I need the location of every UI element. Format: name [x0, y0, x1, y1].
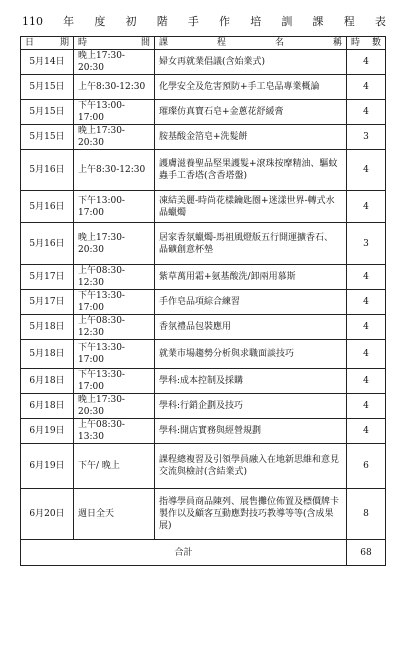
header-course-char: 課	[159, 38, 169, 48]
row-time: 晚上17:30-20:30	[74, 394, 155, 419]
row-time: 下午13:30-17:00	[74, 290, 155, 315]
table-row	[21, 125, 386, 150]
row-time: 上午8:30-12:30	[74, 75, 155, 100]
row-course: 璀璨仿真寶石皂+金蔥花舒緩膏	[155, 100, 347, 125]
schedule-table	[20, 36, 386, 566]
row-time: 上午08:30-12:30	[74, 315, 155, 340]
row-time: 下午13:00-17:00	[74, 191, 155, 223]
table-row	[21, 315, 386, 340]
row-hours: 6	[347, 444, 386, 489]
row-course: 化學安全及危害預防+手工皂品專業概論	[155, 75, 347, 100]
row-date: 5月16日	[21, 150, 74, 191]
row-time: 上午08:30-12:30	[74, 265, 155, 290]
header-date-char: 期	[59, 38, 69, 48]
row-date: 5月15日	[21, 125, 74, 150]
title-char: 表	[374, 15, 386, 28]
table-row	[21, 489, 386, 540]
row-course: 課程總複習及引領學員融入在地新思維和意見交流與檢討(含結業式)	[155, 444, 347, 489]
row-hours: 4	[347, 369, 386, 394]
title-char: 作	[219, 15, 231, 28]
row-time: 下午13:00-17:00	[74, 100, 155, 125]
row-course: 胺基酸金箔皂+洗髮餅	[155, 125, 347, 150]
row-course: 學科:成本控制及採購	[155, 369, 347, 394]
row-date: 5月16日	[21, 191, 74, 223]
table-header-row	[21, 37, 386, 50]
table-row	[21, 290, 386, 315]
row-date: 5月18日	[21, 340, 74, 369]
row-hours: 4	[347, 290, 386, 315]
title-char: 程	[343, 15, 355, 28]
title-char: 訓	[281, 15, 293, 28]
row-hours: 4	[347, 75, 386, 100]
row-course: 婦女再就業倡議(含始業式)	[155, 50, 347, 75]
table-row	[21, 150, 386, 191]
header-course-char: 名	[274, 38, 284, 48]
table-row	[21, 369, 386, 394]
row-date: 6月20日	[21, 489, 74, 540]
table-row	[21, 50, 386, 75]
row-hours: 3	[347, 223, 386, 265]
table-row	[21, 394, 386, 419]
row-time: 上午08:30-13:30	[74, 419, 155, 444]
row-date: 5月14日	[21, 50, 74, 75]
row-date: 5月17日	[21, 290, 74, 315]
title-char: 度	[94, 15, 106, 28]
row-hours: 4	[347, 419, 386, 444]
row-hours: 8	[347, 489, 386, 540]
header-time	[74, 37, 155, 50]
row-hours: 4	[347, 394, 386, 419]
row-date: 5月15日	[21, 75, 74, 100]
row-time: 上午8:30-12:30	[74, 150, 155, 191]
row-time: 下午13:30-17:00	[74, 340, 155, 369]
total-row	[21, 540, 386, 566]
row-date: 6月19日	[21, 419, 74, 444]
row-course: 手作皂品項綜合練習	[155, 290, 347, 315]
row-course: 指導學員商品陳列、展售攤位佈置及標價牌卡製作以及顧客互動應對技巧教導等等(含成果展)	[155, 489, 347, 540]
row-time: 下午/ 晚上	[74, 444, 155, 489]
row-time: 下午13:30-17:00	[74, 369, 155, 394]
row-course: 居家香氛蠟燭-馬祖風燈版五行開運擴香石、晶礦創意杯墊	[155, 223, 347, 265]
row-hours: 4	[347, 340, 386, 369]
row-hours: 4	[347, 50, 386, 75]
table-row	[21, 444, 386, 489]
total-label: 合計	[21, 540, 347, 566]
title-char: 階	[156, 15, 168, 28]
row-hours: 4	[347, 265, 386, 290]
row-hours: 4	[347, 191, 386, 223]
table-row	[21, 340, 386, 369]
header-hours-char: 時	[351, 38, 361, 48]
title-char: 年	[63, 15, 75, 28]
row-date: 6月18日	[21, 369, 74, 394]
header-time-char: 間	[140, 38, 150, 48]
row-course: 紫草萬用霜+氨基酸洗/卸兩用慕斯	[155, 265, 347, 290]
header-course-char: 稱	[332, 38, 342, 48]
row-time: 晚上17:30-20:30	[74, 125, 155, 150]
row-date: 5月16日	[21, 223, 74, 265]
row-course: 學科:行銷企劃及技巧	[155, 394, 347, 419]
row-hours: 4	[347, 150, 386, 191]
row-date: 5月15日	[21, 100, 74, 125]
row-date: 6月18日	[21, 394, 74, 419]
row-course: 香氛禮品包裝應用	[155, 315, 347, 340]
table-row	[21, 100, 386, 125]
row-time: 週日全天	[74, 489, 155, 540]
title-char: 手	[187, 15, 199, 28]
table-row	[21, 419, 386, 444]
row-course: 就業市場趨勢分析與求職面談技巧	[155, 340, 347, 369]
header-date-char: 日	[25, 38, 35, 48]
total-hours: 68	[347, 540, 386, 566]
table-row	[21, 223, 386, 265]
table-row	[21, 75, 386, 100]
row-course: 護膚滋養聖品堅果護髮+滾珠按摩精油、驅蚊蟲手工香塔(含香塔盤)	[155, 150, 347, 191]
header-course-char: 程	[216, 38, 226, 48]
header-course	[155, 37, 347, 50]
header-hours	[347, 37, 386, 50]
row-date: 6月19日	[21, 444, 74, 489]
row-time: 晚上17:30-20:30	[74, 50, 155, 75]
header-date	[21, 37, 74, 50]
title-char: 初	[125, 15, 137, 28]
title-char: 課	[312, 15, 324, 28]
row-hours: 4	[347, 315, 386, 340]
row-time: 晚上17:30-20:30	[74, 223, 155, 265]
row-date: 5月17日	[21, 265, 74, 290]
row-hours: 4	[347, 100, 386, 125]
row-course: 凍結美麗-時尚花樣鑰匙圈+迷漾世界-轉式水晶蠟燭	[155, 191, 347, 223]
title-char: 培	[250, 15, 262, 28]
row-course: 學科:開店實務與經營規劃	[155, 419, 347, 444]
header-time-char: 時	[78, 38, 88, 48]
header-hours-char: 數	[371, 38, 381, 48]
table-row	[21, 265, 386, 290]
table-row	[21, 191, 386, 223]
title-char: 110	[22, 15, 43, 28]
row-date: 5月18日	[21, 315, 74, 340]
document-title	[22, 14, 386, 30]
row-hours: 3	[347, 125, 386, 150]
